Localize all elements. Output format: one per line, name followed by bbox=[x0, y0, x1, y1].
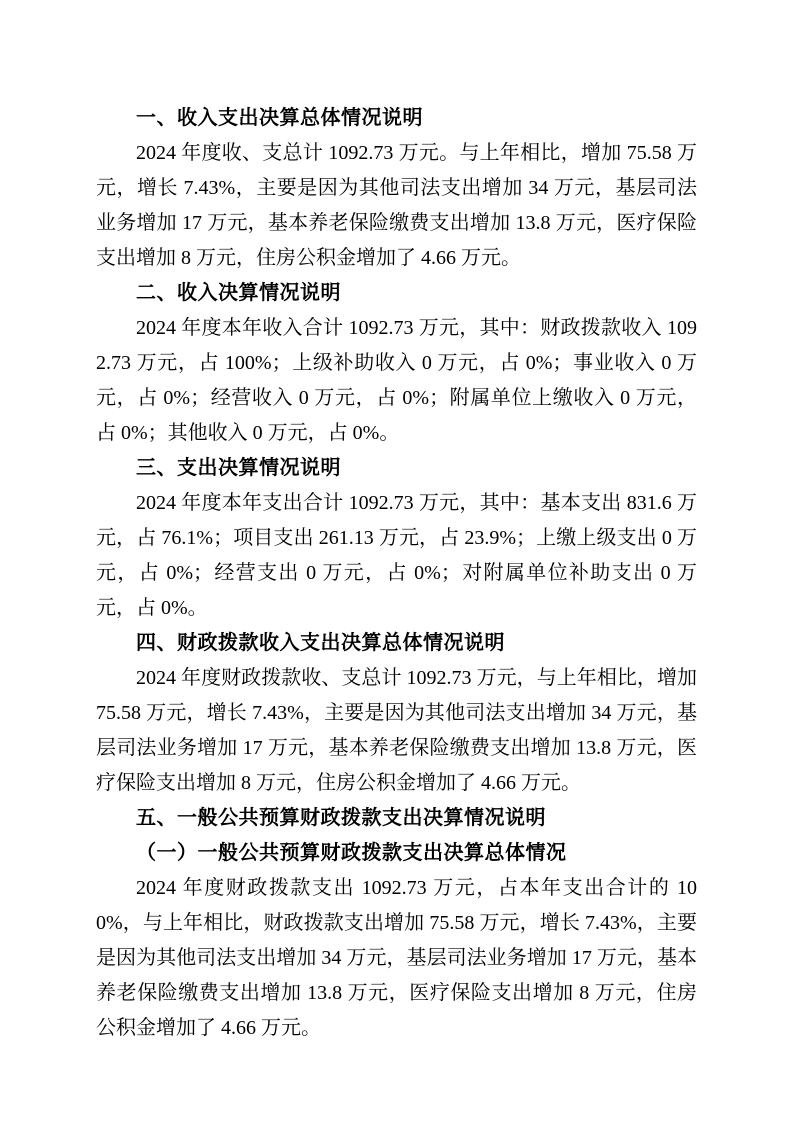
section-income-final-accounts bbox=[96, 276, 697, 451]
section-4-heading: 四、财政拨款收入支出决算总体情况说明 bbox=[136, 632, 505, 654]
section-5-subheading: （一）一般公共预算财政拨款支出决算总体情况 bbox=[136, 842, 567, 864]
section-1-heading: 一、收入支出决算总体情况说明 bbox=[136, 107, 423, 129]
section-5-paragraph: 2024 年度财政拨款支出 1092.73 万元，占本年支出合计的 100%，与上年相比，财政拨款支出增加 75.58 万元，增长 7.43%，主要是因为其他司法支出增加 34 万元，基层司法业务增加 17 万元，基本养老保险缴费支出增加 13.8 万元，医疗保险支出增加 8 万元，住房公积金增加了 4.66 万元。 bbox=[96, 877, 697, 1039]
section-4-paragraph: 2024 年度财政拨款收、支总计 1092.73 万元，与上年相比，增加 75.58 万元，增长 7.43%，主要是因为其他司法支出增加 34 万元，基层司法业务增加 17 万元，基本养老保险缴费支出增加 13.8 万元，医疗保险支出增加 8 万元，住房公积金增加了 4.66 万元。 bbox=[96, 667, 697, 794]
section-1-paragraph: 2024 年度收、支总计 1092.73 万元。与上年相比，增加 75.58 万元，增长 7.43%，主要是因为其他司法支出增加 34 万元，基层司法业务增加 17 万元，基本养老保险缴费支出增加 13.8 万元，医疗保险支出增加 8 万元，住房公积金增加了 4.66 万元。 bbox=[96, 142, 697, 269]
section-income-expenditure-overview bbox=[96, 101, 697, 276]
section-2-paragraph: 2024 年度本年收入合计 1092.73 万元，其中：财政拨款收入 1092.73 万元，占 100%；上级补助收入 0 万元，占 0%；事业收入 0 万元，占 0%；经营收入 0 万元，占 0%；附属单位上缴收入 0 万元，占 0%；其他收入 0 万元，占 0%。 bbox=[96, 317, 697, 444]
document-content bbox=[96, 101, 697, 1046]
section-5-heading: 五、一般公共预算财政拨款支出决算情况说明 bbox=[136, 807, 546, 829]
section-fiscal-appropriation-overview bbox=[96, 626, 697, 801]
section-2-heading: 二、收入决算情况说明 bbox=[136, 282, 341, 304]
section-expenditure-final-accounts bbox=[96, 451, 697, 626]
section-3-heading: 三、支出决算情况说明 bbox=[136, 457, 341, 479]
section-general-public-budget-expenditure bbox=[96, 801, 697, 1046]
section-3-paragraph: 2024 年度本年支出合计 1092.73 万元，其中：基本支出 831.6 万元，占 76.1%；项目支出 261.13 万元，占 23.9%；上缴上级支出 0 万元，占 0%；经营支出 0 万元，占 0%；对附属单位补助支出 0 万元，占 0%。 bbox=[96, 492, 697, 619]
